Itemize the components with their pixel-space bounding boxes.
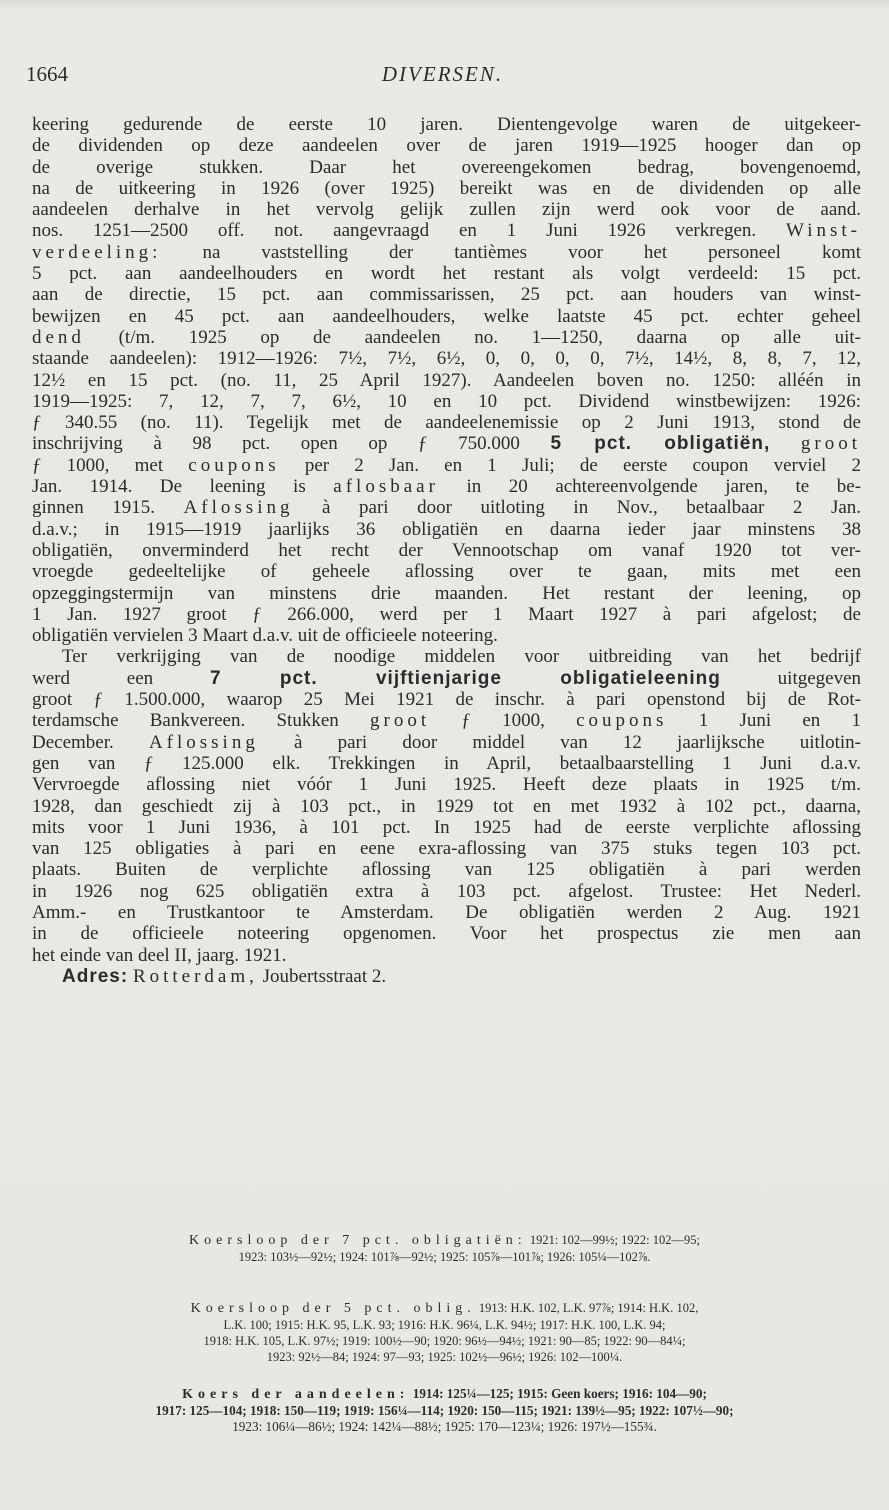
text-span: terdamsche Bankvereen. Stukken xyxy=(32,710,339,732)
aflossing-label: Aflossing xyxy=(183,497,294,519)
text-span: uitgegeven xyxy=(777,667,862,689)
page-number: 1664 xyxy=(26,62,68,86)
text-line: van 125 obligaties à pari en eene exra-aflossing van 375 stuks tegen 103 pct. xyxy=(32,838,861,860)
text-line: aandeelen derhalve in het vervolg gelijk zullen zijn werd ook voor de aand. xyxy=(32,199,861,221)
groot-label: groot xyxy=(800,433,862,455)
groot-label: groot xyxy=(370,710,431,732)
text-line: in de officieele noteering opgenomen. Voor het prospectus zie men aan xyxy=(32,923,861,945)
body-text xyxy=(32,114,861,987)
text-line xyxy=(32,668,861,689)
text-span: à pari door middel van 12 jaarlijksche uitlotin- xyxy=(294,731,861,753)
text-line: vroegde gedeeltelijke of geheele aflossing over te gaan, mits met een xyxy=(32,561,861,583)
text-line: obligatiën vervielen 3 Maart d.a.v. uit de officieele noteering. xyxy=(32,625,498,647)
quote-line: 1917: 125—104; 1918: 150—119; 1919: 156¼—114; 1920: 150—115; 1921: 139½—95; 1922: 107½—90; xyxy=(155,1403,734,1418)
quotes-5pct xyxy=(26,1300,863,1365)
quote-line xyxy=(26,1232,863,1249)
quote-line: 1923: 103½—92½; 1924: 101⅞—92½; 1925: 105⅞—101⅞; 1926: 105¼—102⅞. xyxy=(238,1250,651,1264)
quotes-7pct xyxy=(26,1232,863,1265)
text-span: ƒ 1000, met xyxy=(32,454,164,476)
text-line: mits voor 1 Juni 1936, à 101 pct. In 1925 had de eerste verplichte aflossing xyxy=(32,816,861,838)
text-line xyxy=(32,433,861,454)
text-line: 1919—1925: 7, 12, 7, 7, 6½, 10 en 10 pct. Dividend winstbewijzen: 1926: xyxy=(32,390,861,412)
text-line: groot ƒ 1.500.000, waarop 25 Mei 1921 de inschr. à pari openstond bij de Rot- xyxy=(32,689,861,711)
text-span: December. xyxy=(32,731,114,753)
text-line xyxy=(32,710,861,731)
quote-values: 1913: H.K. 102, L.K. 97⅞; 1914: H.K. 102, xyxy=(478,1301,699,1315)
address-street: Joubertsstraat 2. xyxy=(262,965,387,987)
text-line: plaats. Buiten de verplichte aflossing van 125 obligatiën à pari werden xyxy=(32,859,861,881)
quote-line xyxy=(26,1300,863,1317)
text-span: ginnen 1915. xyxy=(32,497,156,519)
text-line: keering gedurende de eerste 10 jaren. Dientengevolge waren de uitgekeer- xyxy=(32,114,861,135)
quote-label: Koersloop der 7 pct. obligatiën: xyxy=(189,1233,527,1248)
quote-line: 1923: 106¼—86½; 1924: 142¼—88½; 1925: 170—123¼; 1926: 197½—155¾. xyxy=(232,1419,657,1434)
text-line: 12½ en 15 pct. (no. 11, 25 April 1927). Aandeelen boven no. 1250: alléén in xyxy=(32,369,861,391)
address-city: Rotterdam, xyxy=(132,965,258,987)
text-line: in 1926 nog 625 obligatiën extra à 103 pct. afgelost. Trustee: Het Nederl. xyxy=(32,880,861,902)
text-span: ƒ 1000, xyxy=(461,710,545,732)
quote-line: 1923: 92½—84; 1924: 97—93; 1925: 102½—96½; 1926: 102—100¼. xyxy=(266,1350,623,1364)
text-span: per 2 Jan. en 1 Juli; de eerste coupon verviel 2 xyxy=(304,454,862,476)
address-label: Adres: xyxy=(62,965,129,987)
text-line: de dividenden op deze aandeelen over de jaren 1919—1925 hooger dan op xyxy=(32,135,861,157)
text-span: nos. 1251—2500 off. not. aangevraagd en 1 Juni 1926 verkregen. xyxy=(32,220,757,242)
text-span: (t/m. 1925 op de aandeelen no. 1—1250, daarna op alle uit- xyxy=(118,326,861,348)
text-line: aan de directie, 15 pct. aan commissarissen, 25 pct. aan houders van winst- xyxy=(32,284,861,306)
text-span: werd een xyxy=(32,667,154,689)
quote-values: 1914: 125¼—125; 1915: Geen koers; 1916: 104—90; xyxy=(412,1386,707,1401)
obligation-heading: 5 pct. obligatiën, xyxy=(550,433,771,455)
text-line: het einde van deel II, jaarg. 1921. xyxy=(32,944,287,966)
running-title: DIVERSEN. xyxy=(381,62,504,86)
text-line xyxy=(32,497,861,518)
quote-values: 1921: 102—99½; 1922: 102—95; xyxy=(529,1233,700,1247)
text-line: 1 Jan. 1927 groot ƒ 266.000, werd per 1 Maart 1927 à pari afgelost; de xyxy=(32,603,861,625)
coupons-label: coupons xyxy=(576,710,668,732)
page-header xyxy=(26,62,859,92)
text-line: de overige stukken. Daar het overeengekomen bedrag, bovengenoemd, xyxy=(32,156,861,178)
text-line: Amm.- en Trustkantoor te Amsterdam. De obligatiën werden 2 Aug. 1921 xyxy=(32,901,861,923)
text-line xyxy=(32,242,861,263)
quote-line xyxy=(26,1386,863,1403)
dend-label: dend xyxy=(32,326,85,348)
text-line: Vervroegde aflossing niet vóór 1 Juni 1925. Heeft deze plaats in 1925 t/m. xyxy=(32,774,861,796)
text-line: d.a.v.; in 1915—1919 jaarlijks 36 obligatiën en daarna ieder jaar minstens 38 xyxy=(32,518,861,540)
quote-line: 1918: H.K. 105, L.K. 97½; 1919: 100½—90; 1920: 96½—94½; 1921: 90—85; 1922: 90—84¼; xyxy=(203,1334,686,1348)
text-span: à pari door uitloting in Nov., betaalbaar 2 Jan. xyxy=(322,497,862,519)
quote-line: L.K. 100; 1915: H.K. 95, L.K. 93; 1916: H.K. 96¼, L.K. 94½; 1917: H.K. 100, L.K. 94; xyxy=(223,1318,666,1332)
text-line xyxy=(32,476,861,497)
text-line: 5 pct. aan aandeelhouders en wordt het restant als volgt verdeeld: 15 pct. xyxy=(32,263,861,285)
address-line xyxy=(32,966,861,987)
loan-heading: 7 pct. vijftienjarige obligatieleening xyxy=(209,667,721,689)
aflosbaar-label: aflosbaar xyxy=(333,476,439,498)
text-line xyxy=(32,220,861,241)
winstverdeeling-label: verdeeling: xyxy=(32,241,162,263)
text-line: Ter verkrijging van de noodige middelen voor uitbreiding van het bedrijf xyxy=(62,646,861,668)
text-line: staande aandeelen): 1912—1926: 7½, 7½, 6½, 0, 0, 0, 0, 7½, 14½, 8, 8, 7, 12, xyxy=(32,348,861,370)
text-span: in 20 achtereenvolgende jaren, te be- xyxy=(466,476,862,498)
text-line xyxy=(32,455,861,476)
text-line: gen van ƒ 125.000 elk. Trekkingen in April, betaalbaarstelling 1 Juni d.a.v. xyxy=(32,752,861,774)
text-span: inschrijving à 98 pct. open op ƒ 750.000 xyxy=(32,433,520,455)
text-line: obligatiën, onverminderd het recht der Vennootschap om vanaf 1920 tot ver- xyxy=(32,539,861,561)
text-line: na de uitkeering in 1926 (over 1925) bereikt was en de dividenden op alle xyxy=(32,177,861,199)
quote-label: Koers der aandeelen: xyxy=(182,1387,410,1402)
text-line: 1928, dan geschiedt zij à 103 pct., in 1929 tot en met 1932 à 102 pct., daarna, xyxy=(32,795,861,817)
text-span: Jan. 1914. De leening is xyxy=(32,476,306,498)
quotes-shares xyxy=(26,1386,863,1435)
text-line: bewijzen en 45 pct. aan aandeelhouders, welke laatste 45 pct. echter geheel xyxy=(32,305,861,327)
text-line: opzeggingstermijn van minstens drie maanden. Het restant der leening, op xyxy=(32,582,861,604)
text-line xyxy=(32,327,861,348)
text-line: ƒ 340.55 (no. 11). Tegelijk met de aandeelenemissie op 2 Juni 1913, stond de xyxy=(32,412,861,434)
quote-label: Koersloop der 5 pct. oblig. xyxy=(190,1301,476,1316)
aflossing-label: Aflossing xyxy=(148,731,259,753)
text-span: na vaststelling der tantièmes voor het personeel komt xyxy=(202,241,861,263)
text-span: 1 Juni en 1 xyxy=(698,710,862,732)
winst-label: Winst- xyxy=(786,220,861,242)
text-line xyxy=(32,732,861,753)
coupons-label: coupons xyxy=(188,454,280,476)
